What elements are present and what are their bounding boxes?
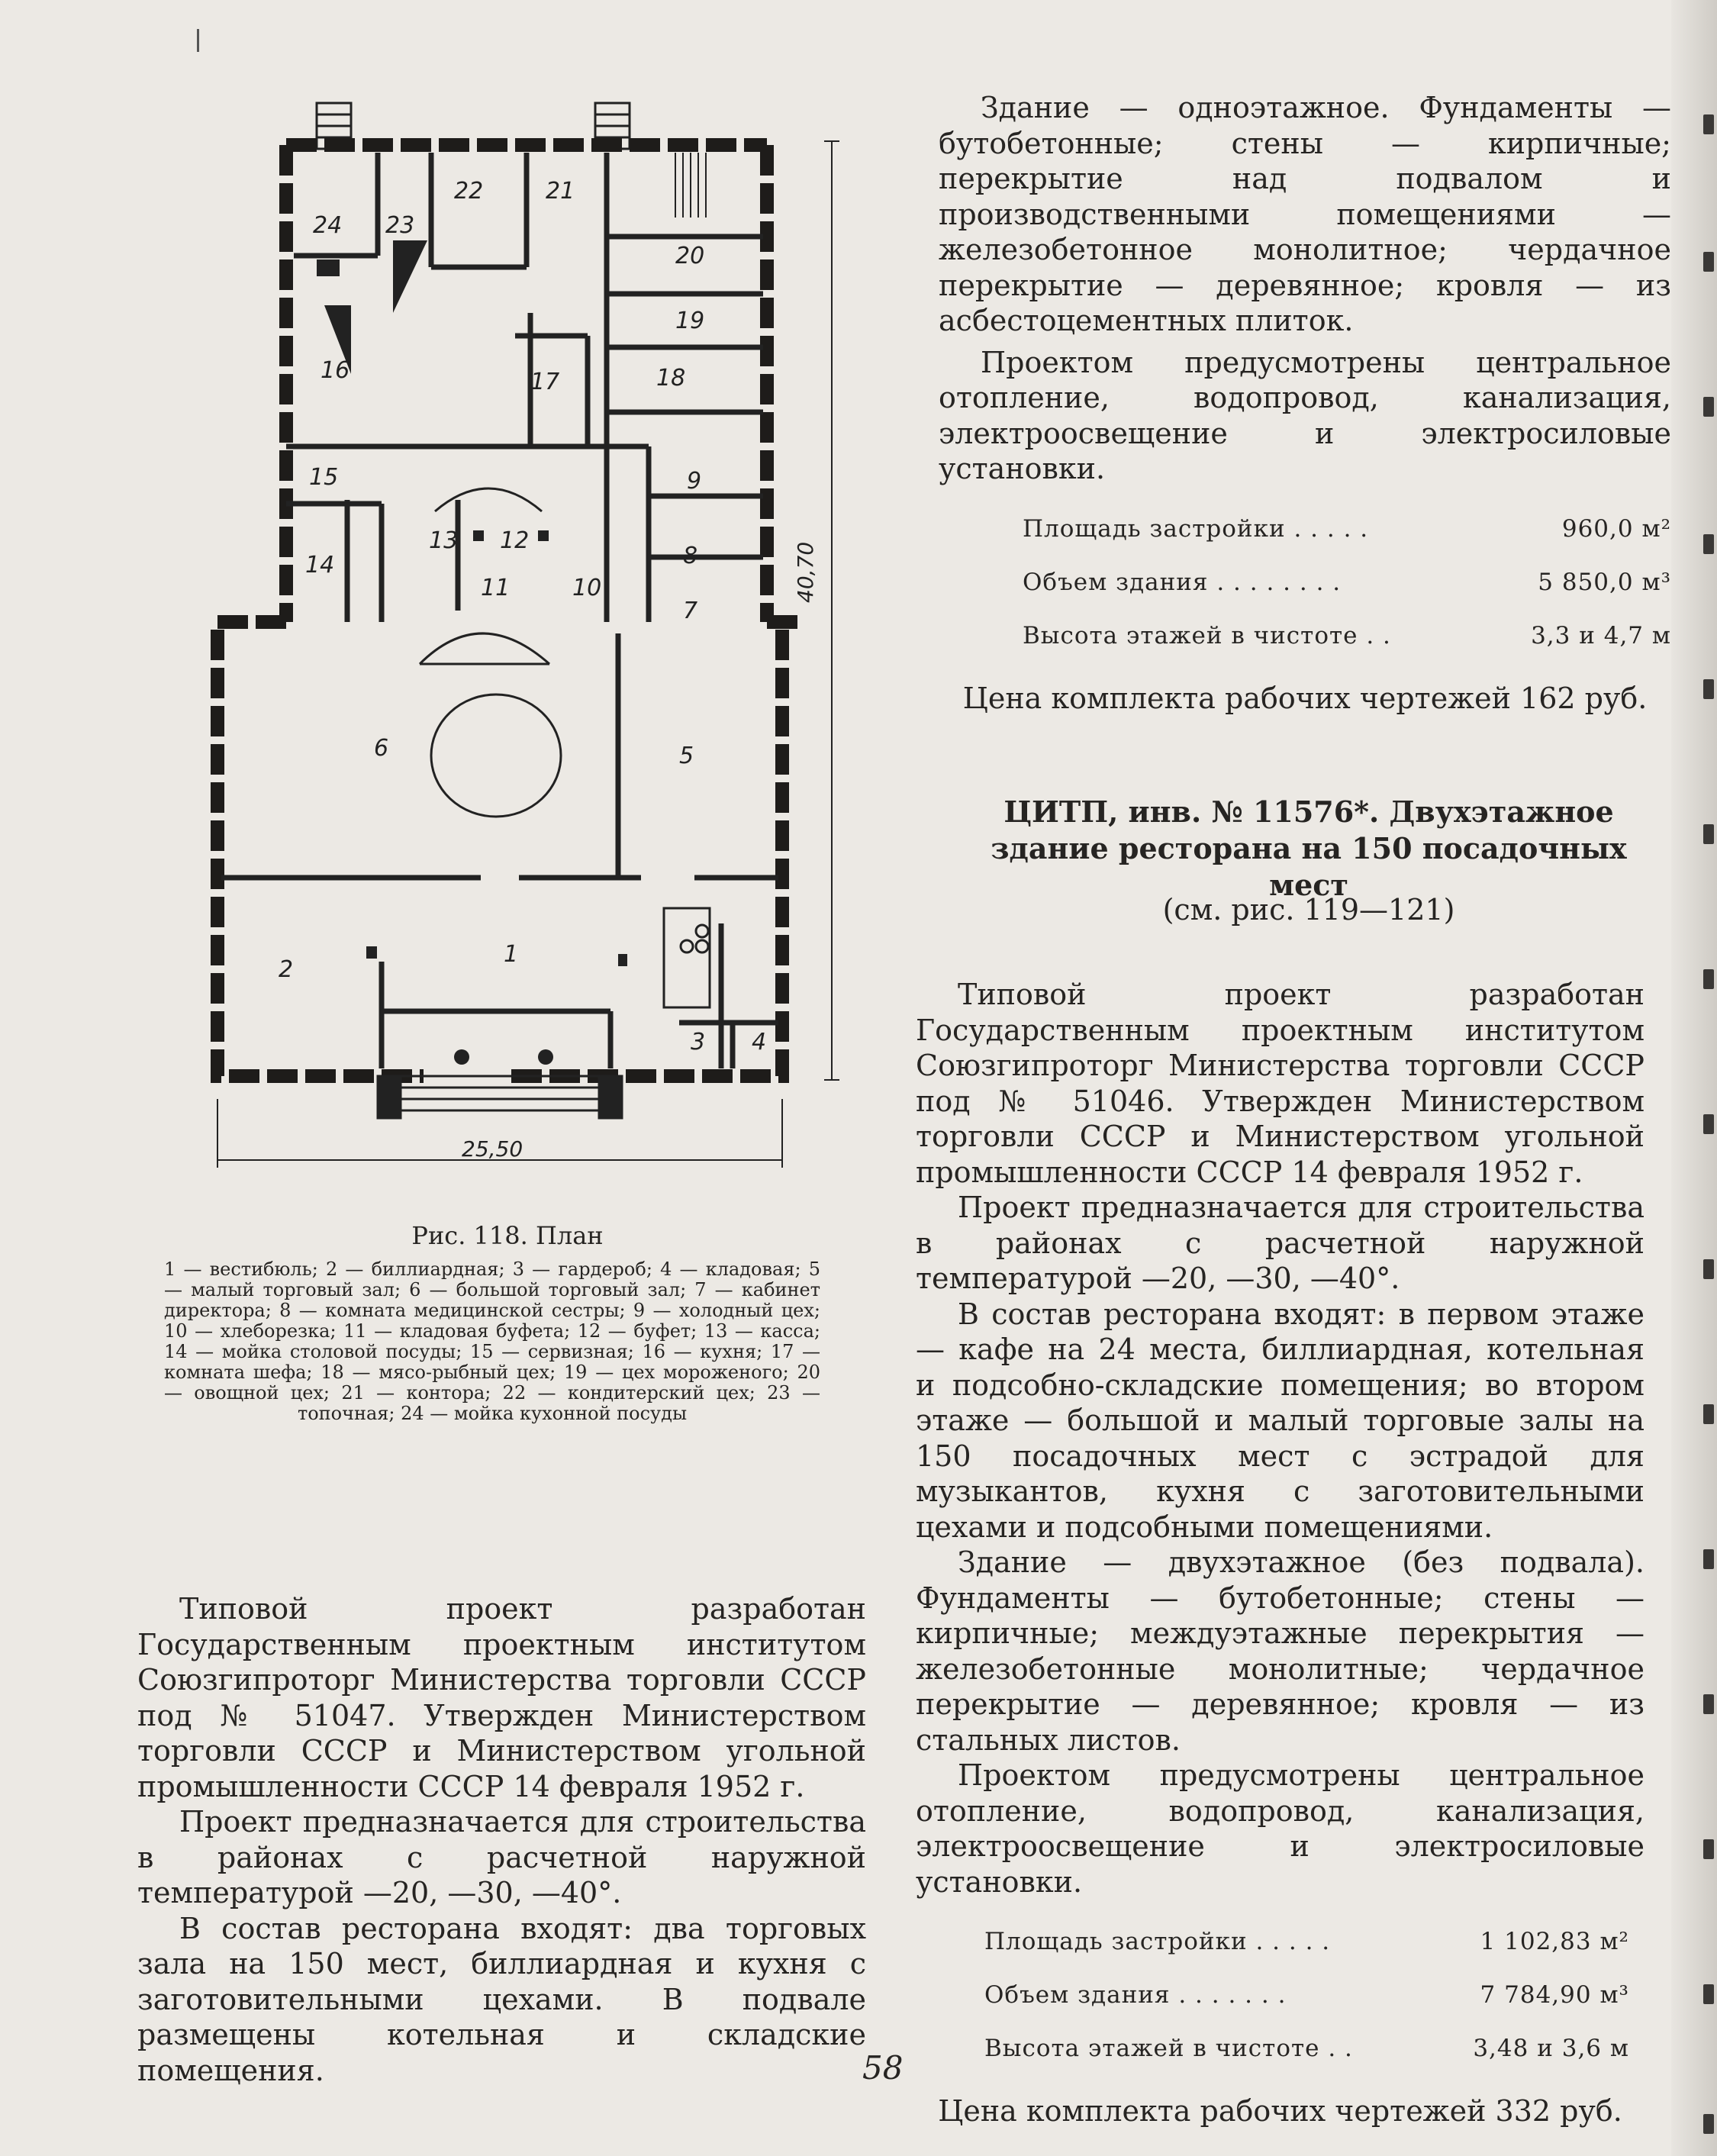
room-number: 1 (504, 941, 519, 968)
stat-label: Площадь застройки . . . . . (984, 1928, 1331, 1955)
paragraph: В состав ресторана входят: два торговых зала на 150 мест, биллиардная и кухня с заготовительными цехами. В подвале размещены котельная и складские помещения. (137, 1911, 866, 2087)
paragraph: Здание — двухэтажное (без подвала). Фундаменты — бутобетонные; стены — кирпичные; междуэтажные перекрытия — железобетонные монолитные; чердачное перекрытие — деревянное; кровля — из стальных листов. (916, 1545, 1645, 1757)
stat-label: Площадь застройки . . . . . (1023, 514, 1369, 543)
page-fold-shadow (1671, 0, 1717, 2156)
room-number: 22 (454, 178, 484, 205)
figure-caption: Рис. 118. План (411, 1221, 604, 1250)
paragraph: Проект предназначается для строительства в районах с расчетной наружной температурой —20, —30, —40°. (137, 1805, 866, 1909)
stats-table (916, 1915, 1645, 2075)
stat-label: Объем здания . . . . . . . . (1023, 568, 1342, 596)
room-number: 11 (481, 575, 511, 601)
room-number: 6 (374, 735, 389, 762)
room-number: 23 (385, 212, 415, 239)
page-number: 58 (862, 2049, 904, 2087)
bottom-left-column (137, 1591, 866, 2088)
stat-value: 3,48 и 3,6 м (1473, 2035, 1629, 2062)
room-number: 18 (656, 365, 686, 392)
paragraph: Проектом предусмотрены центральное отопление, водопровод, канализация, электроосвещение и электросиловые установки. (939, 345, 1671, 485)
stat-row (1023, 609, 1671, 662)
floor-plan-figure (114, 84, 878, 1183)
stat-value: 960,0 м² (1561, 514, 1671, 543)
stat-row (984, 1915, 1629, 1968)
price-line: Цена комплекта рабочих чертежей 332 руб. (938, 2094, 1622, 2128)
room-number: 8 (683, 543, 698, 569)
paragraph: Проектом предусмотрены центральное отопление, водопровод, канализация, электроосвещение и электросиловые установки. (916, 1758, 1645, 1899)
stat-label: Объем здания . . . . . . . (984, 1981, 1287, 2009)
stat-value: 1 102,83 м² (1480, 1928, 1629, 1955)
room-number: 5 (679, 743, 694, 769)
room-number: 9 (687, 468, 702, 495)
paragraph: Типовой проект разработан Государственным проектным институтом Союзгипроторг Министерства торговли СССР под № 51046. Утвержден Министерством торговли СССР и Министерством угольной промышленности СССР 14 февраля 1952 г. (916, 978, 1645, 1189)
section-subheading: (см. рис. 119—121) (1162, 893, 1455, 927)
room-number: 4 (752, 1029, 767, 1055)
room-number: 10 (572, 575, 602, 601)
figure-legend: 1 — вестибюль; 2 — биллиардная; 3 — гардероб; 4 — кладовая; 5 — малый торговый зал; 6 — большой торговый зал; 7 — кабинет директора; 8 — комната медицинской сестры; 9 — холодный цех; 10 — хлеборезка; 11 — кладовая буфета; 12 — буфет; 13 — касса; 14 — мойка столовой посуды; 15 — сервизная; 16 — кухня; 17 — комната шефа; 18 — мясо-рыбный цех; 19 — цех мороженого; 20 — овощной цех; 21 — контора; 22 — кондитерский цех; 23 — топочная; 24 — мойка кухонной посуды (164, 1258, 820, 1424)
stats-table (939, 502, 1671, 662)
margin-mark (197, 29, 199, 52)
bottom-right-column (916, 977, 1645, 2129)
section-heading: ЦИТП, инв. № 11576*. Двухэтажное здание ресторана на 150 посадочных мест (991, 794, 1627, 902)
room-number: 2 (279, 956, 294, 983)
stat-label: Высота этажей в чистоте . . (1023, 621, 1391, 649)
dimension-height-label: 40,70 (793, 541, 818, 603)
stat-value: 7 784,90 м³ (1480, 1981, 1629, 2009)
stat-value: 5 850,0 м³ (1538, 568, 1671, 596)
paragraph: Типовой проект разработан Государственным проектным институтом Союзгипроторг Министерства торговли СССР под № 51047. Утвержден Министерством торговли СССР и Министерством угольной промышленности СССР 14 февраля 1952 г. (137, 1592, 866, 1803)
room-number: 3 (691, 1029, 706, 1055)
room-number: 7 (683, 598, 698, 624)
floor-plan-drawing (114, 84, 878, 1183)
paragraph: Проект предназначается для строительства в районах с расчетной наружной температурой —20, —30, —40°. (916, 1191, 1645, 1295)
stat-row (984, 1968, 1629, 2022)
room-number: 21 (546, 178, 575, 205)
stat-row (1023, 556, 1671, 609)
stat-row (984, 2022, 1629, 2075)
room-number: 17 (530, 369, 560, 395)
stat-row (1023, 502, 1671, 556)
room-number: 16 (321, 357, 350, 384)
top-right-column (939, 90, 1671, 716)
paragraph: Здание — одноэтажное. Фундаменты — бутобетонные; стены — кирпичные; перекрытие над подвалом и производственными помещениями — железобетонное монолитное; чердачное перекрытие — деревянное; кровля — из асбестоцементных плиток. (939, 91, 1671, 337)
room-number: 14 (305, 552, 335, 578)
room-number: 20 (675, 243, 705, 269)
stat-label: Высота этажей в чистоте . . (984, 2035, 1353, 2062)
room-number: 24 (313, 212, 343, 239)
room-number: 15 (309, 464, 339, 491)
room-number: 19 (675, 308, 705, 334)
room-number: 12 (500, 527, 530, 554)
room-number: 13 (429, 527, 459, 554)
stat-value: 3,3 и 4,7 м (1531, 621, 1671, 649)
paragraph: В состав ресторана входят: в первом этаже — кафе на 24 места, биллиардная, котельная и подсобно-складские помещения; во втором этаже — большой и малый торговые залы на 150 посадочных мест с эстрадой для музыкантов, кухня с заготовительными цехами и подсобными помещениями. (916, 1297, 1645, 1544)
price-line: Цена комплекта рабочих чертежей 162 руб. (962, 681, 1648, 715)
dimension-width-label: 25,50 (462, 1136, 523, 1162)
